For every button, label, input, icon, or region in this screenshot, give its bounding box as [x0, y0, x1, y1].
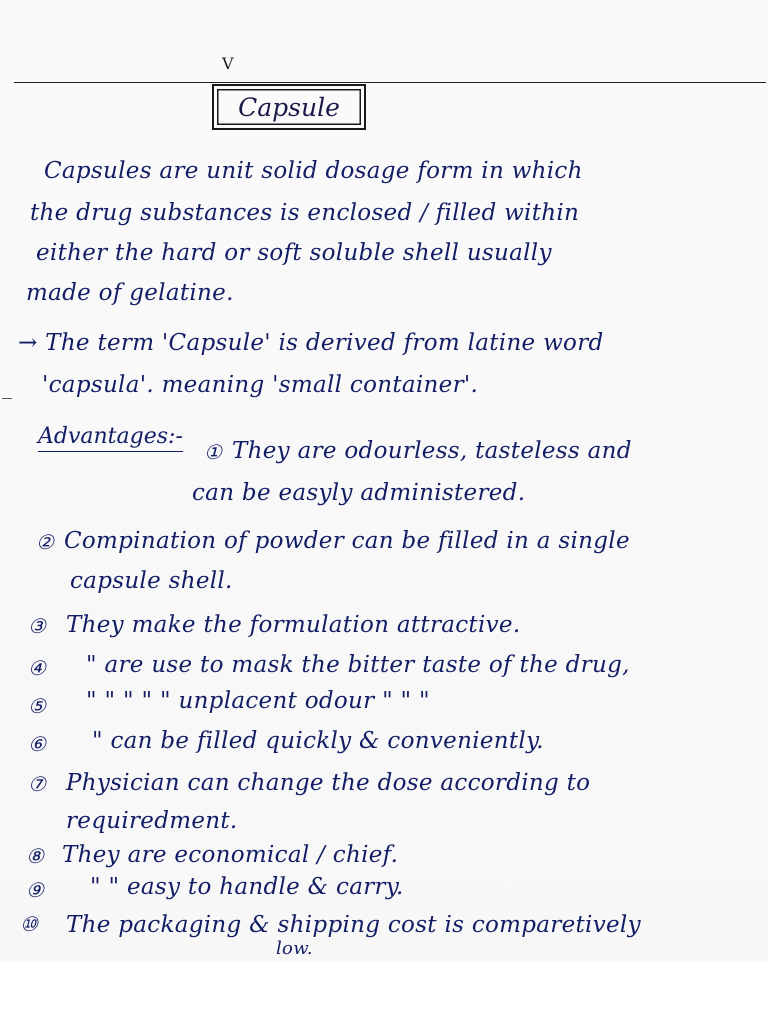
advantage-4-line-1: " are use to mask the bitter taste of the drug, [86, 652, 630, 678]
term-line-2: 'capsula'. meaning 'small container'. [42, 372, 479, 398]
advantage-7-line-2: requiredment. [66, 808, 238, 834]
top-mark: V [222, 54, 234, 73]
advantage-number-1: ① [204, 440, 222, 464]
margin-tick [2, 398, 12, 399]
advantage-1-line-1: They are odourless, tasteless and [232, 438, 632, 464]
advantage-number-6: ⑥ [28, 732, 46, 756]
advantage-2-line-2: capsule shell. [70, 568, 233, 594]
term-line-1: → The term 'Capsule' is derived from latine word [18, 330, 604, 356]
advantage-6-line-1: " can be filled quickly & conveniently. [92, 728, 544, 754]
advantage-10-line-2: low. [276, 938, 313, 959]
advantage-10-line-1: The packaging & shipping cost is comparetively [66, 912, 641, 938]
advantage-number-2: ② [36, 530, 54, 554]
intro-line-1: Capsules are unit solid dosage form in which [44, 158, 583, 184]
advantage-number-9: ⑨ [26, 878, 44, 902]
intro-line-4: made of gelatine. [26, 280, 234, 306]
advantage-number-8: ⑧ [26, 844, 44, 868]
intro-line-2: the drug substances is enclosed / filled within [30, 200, 580, 226]
advantage-2-line-1: Compination of powder can be filled in a single [64, 528, 630, 554]
advantage-number-7: ⑦ [28, 772, 46, 796]
page-title: Capsule [238, 92, 340, 122]
advantage-number-10: ⑩ [20, 912, 38, 936]
advantages-heading: Advantages:- [38, 424, 183, 452]
advantage-number-5: ⑤ [28, 694, 46, 718]
page-bottom-margin [0, 962, 768, 1024]
title-box [212, 84, 366, 130]
advantage-9-line-1: " " easy to handle & carry. [90, 874, 404, 900]
advantage-3-line-1: They make the formulation attractive. [66, 612, 521, 638]
advantage-5-line-1: " " " " " unplacent odour " " " [86, 688, 430, 714]
advantage-1-line-2: can be easyly administered. [192, 480, 526, 506]
top-rule-line [14, 82, 766, 83]
advantage-number-4: ④ [28, 656, 46, 680]
advantage-number-3: ③ [28, 614, 46, 638]
advantage-8-line-1: They are economical / chief. [62, 842, 399, 868]
intro-line-3: either the hard or soft soluble shell usually [36, 240, 552, 266]
advantage-7-line-1: Physician can change the dose according to [66, 770, 591, 796]
